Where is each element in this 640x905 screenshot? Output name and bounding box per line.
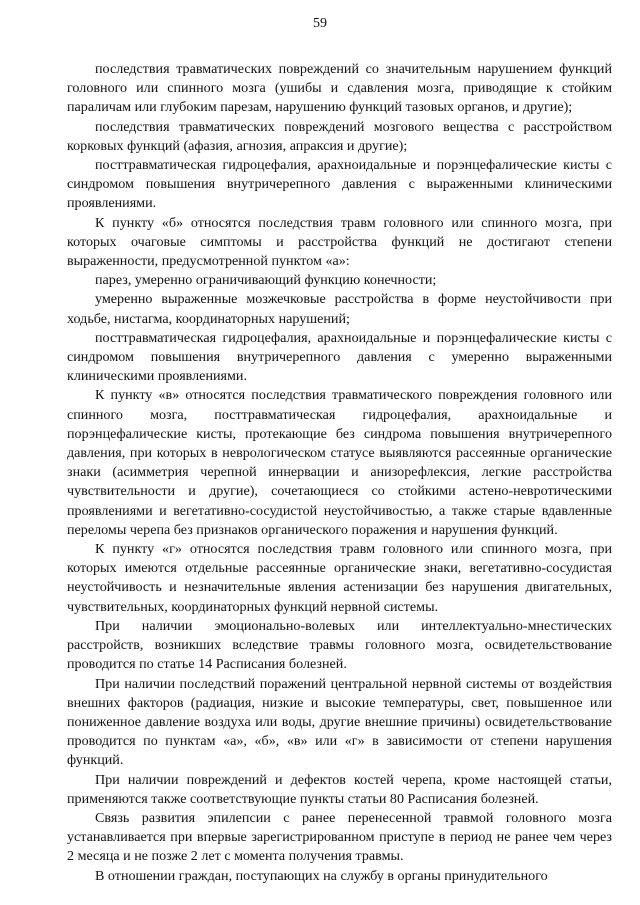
paragraph-6: умеренно выраженные мозжечковые расстройства в форме неустойчивости при ходьбе, нистагма, координаторных нарушений; (67, 291, 612, 327)
paragraph-7: посттравматическая гидроцефалия, арахноидальные и порэнцефалические кисты с синдромом повышения внутричерепного давления с умеренно выраженными клиническими проявлениями. (67, 329, 612, 385)
page-number: 59 (313, 16, 327, 31)
paragraph-5: парез, умеренно ограничивающий функцию конечности; (95, 272, 437, 289)
document-body (67, 60, 612, 886)
paragraph-12: При наличии повреждений и дефектов костей черепа, кроме настоящей статьи, применяются также соответствующие пункты статьи 80 Расписания болезней. (67, 771, 612, 807)
paragraph-3: посттравматическая гидроцефалия, арахноидальные и порэнцефалические кисты с синдромом повышения внутричерепного давления с выраженными клиническими проявлениями. (67, 157, 612, 212)
paragraph-11: При наличии последствий поражений центральной нервной системы от воздействия внешних факторов (радиация, низкие и высокие температуры, свет, повышенное или пониженное давление воздуха или воды, другие внешние причины) освидетельствование проводится по пунктам «а», «б», «в» или «г» в зависимости от степени нарушения функций. (67, 675, 612, 769)
paragraph-1: последствия травматических повреждений со значительным нарушением функций головного или спинного мозга (ушибы и сдавления мозга, приводящие к стойким параличам или глубоким парезам, нарушению функций тазовых органов, и другие); (67, 61, 612, 116)
paragraph-2: последствия травматических повреждений мозгового вещества с расстройством корковых функций (афазия, агнозия, апраксия и другие); (67, 118, 612, 154)
paragraph-13: Связь развития эпилепсии с ранее перенесенной травмой головного мозга устанавливается при впервые зарегистрированном приступе в период не ранее чем через 2 месяца и не позже 2 лет с момента получения травмы. (67, 809, 612, 865)
paragraph-8: К пункту «в» относятся последствия травматического повреждения головного или спинного мозга, посттравматическая гидроцефалия, арахноидальные и порэнцефалические кисты, протекающие без синдрома повышения внутричерепного давления, при которых в неврологическом статусе выявляются рассеянные органические знаки (асимметрия черепной иннервации и анизорефлексия, легкие расстройства чувствительности и другие), сочетающиеся со стойкими астено-невротическими проявлениями и вегетативно-сосудистой неустойчивостью, а также старые вдавленные переломы черепа без признаков органического поражения и нарушения функций. (67, 387, 612, 538)
paragraph-4: К пункту «б» относятся последствия травм головного или спинного мозга, при которых очаговые симптомы и расстройства функций не достигают степени выраженности, предусмотренной пунктом «а»: (67, 214, 612, 270)
paragraph-9: К пункту «г» относятся последствия травм головного или спинного мозга, при которых имеются отдельные рассеянные органические знаки, вегетативно-сосудистая неустойчивость и незначительные явления астенизации без нарушения двигательных, чувствительных, координаторных функций нервной системы. (67, 541, 612, 615)
paragraph-14: В отношении граждан, поступающих на службу в органы принудительного (95, 867, 548, 884)
paragraph-10: При наличии эмоционально-волевых или интеллектуально-мнестических расстройств, возникших вследствие травмы головного мозга, освидетельствование проводится по статье 14 Расписания болезней. (67, 617, 612, 673)
